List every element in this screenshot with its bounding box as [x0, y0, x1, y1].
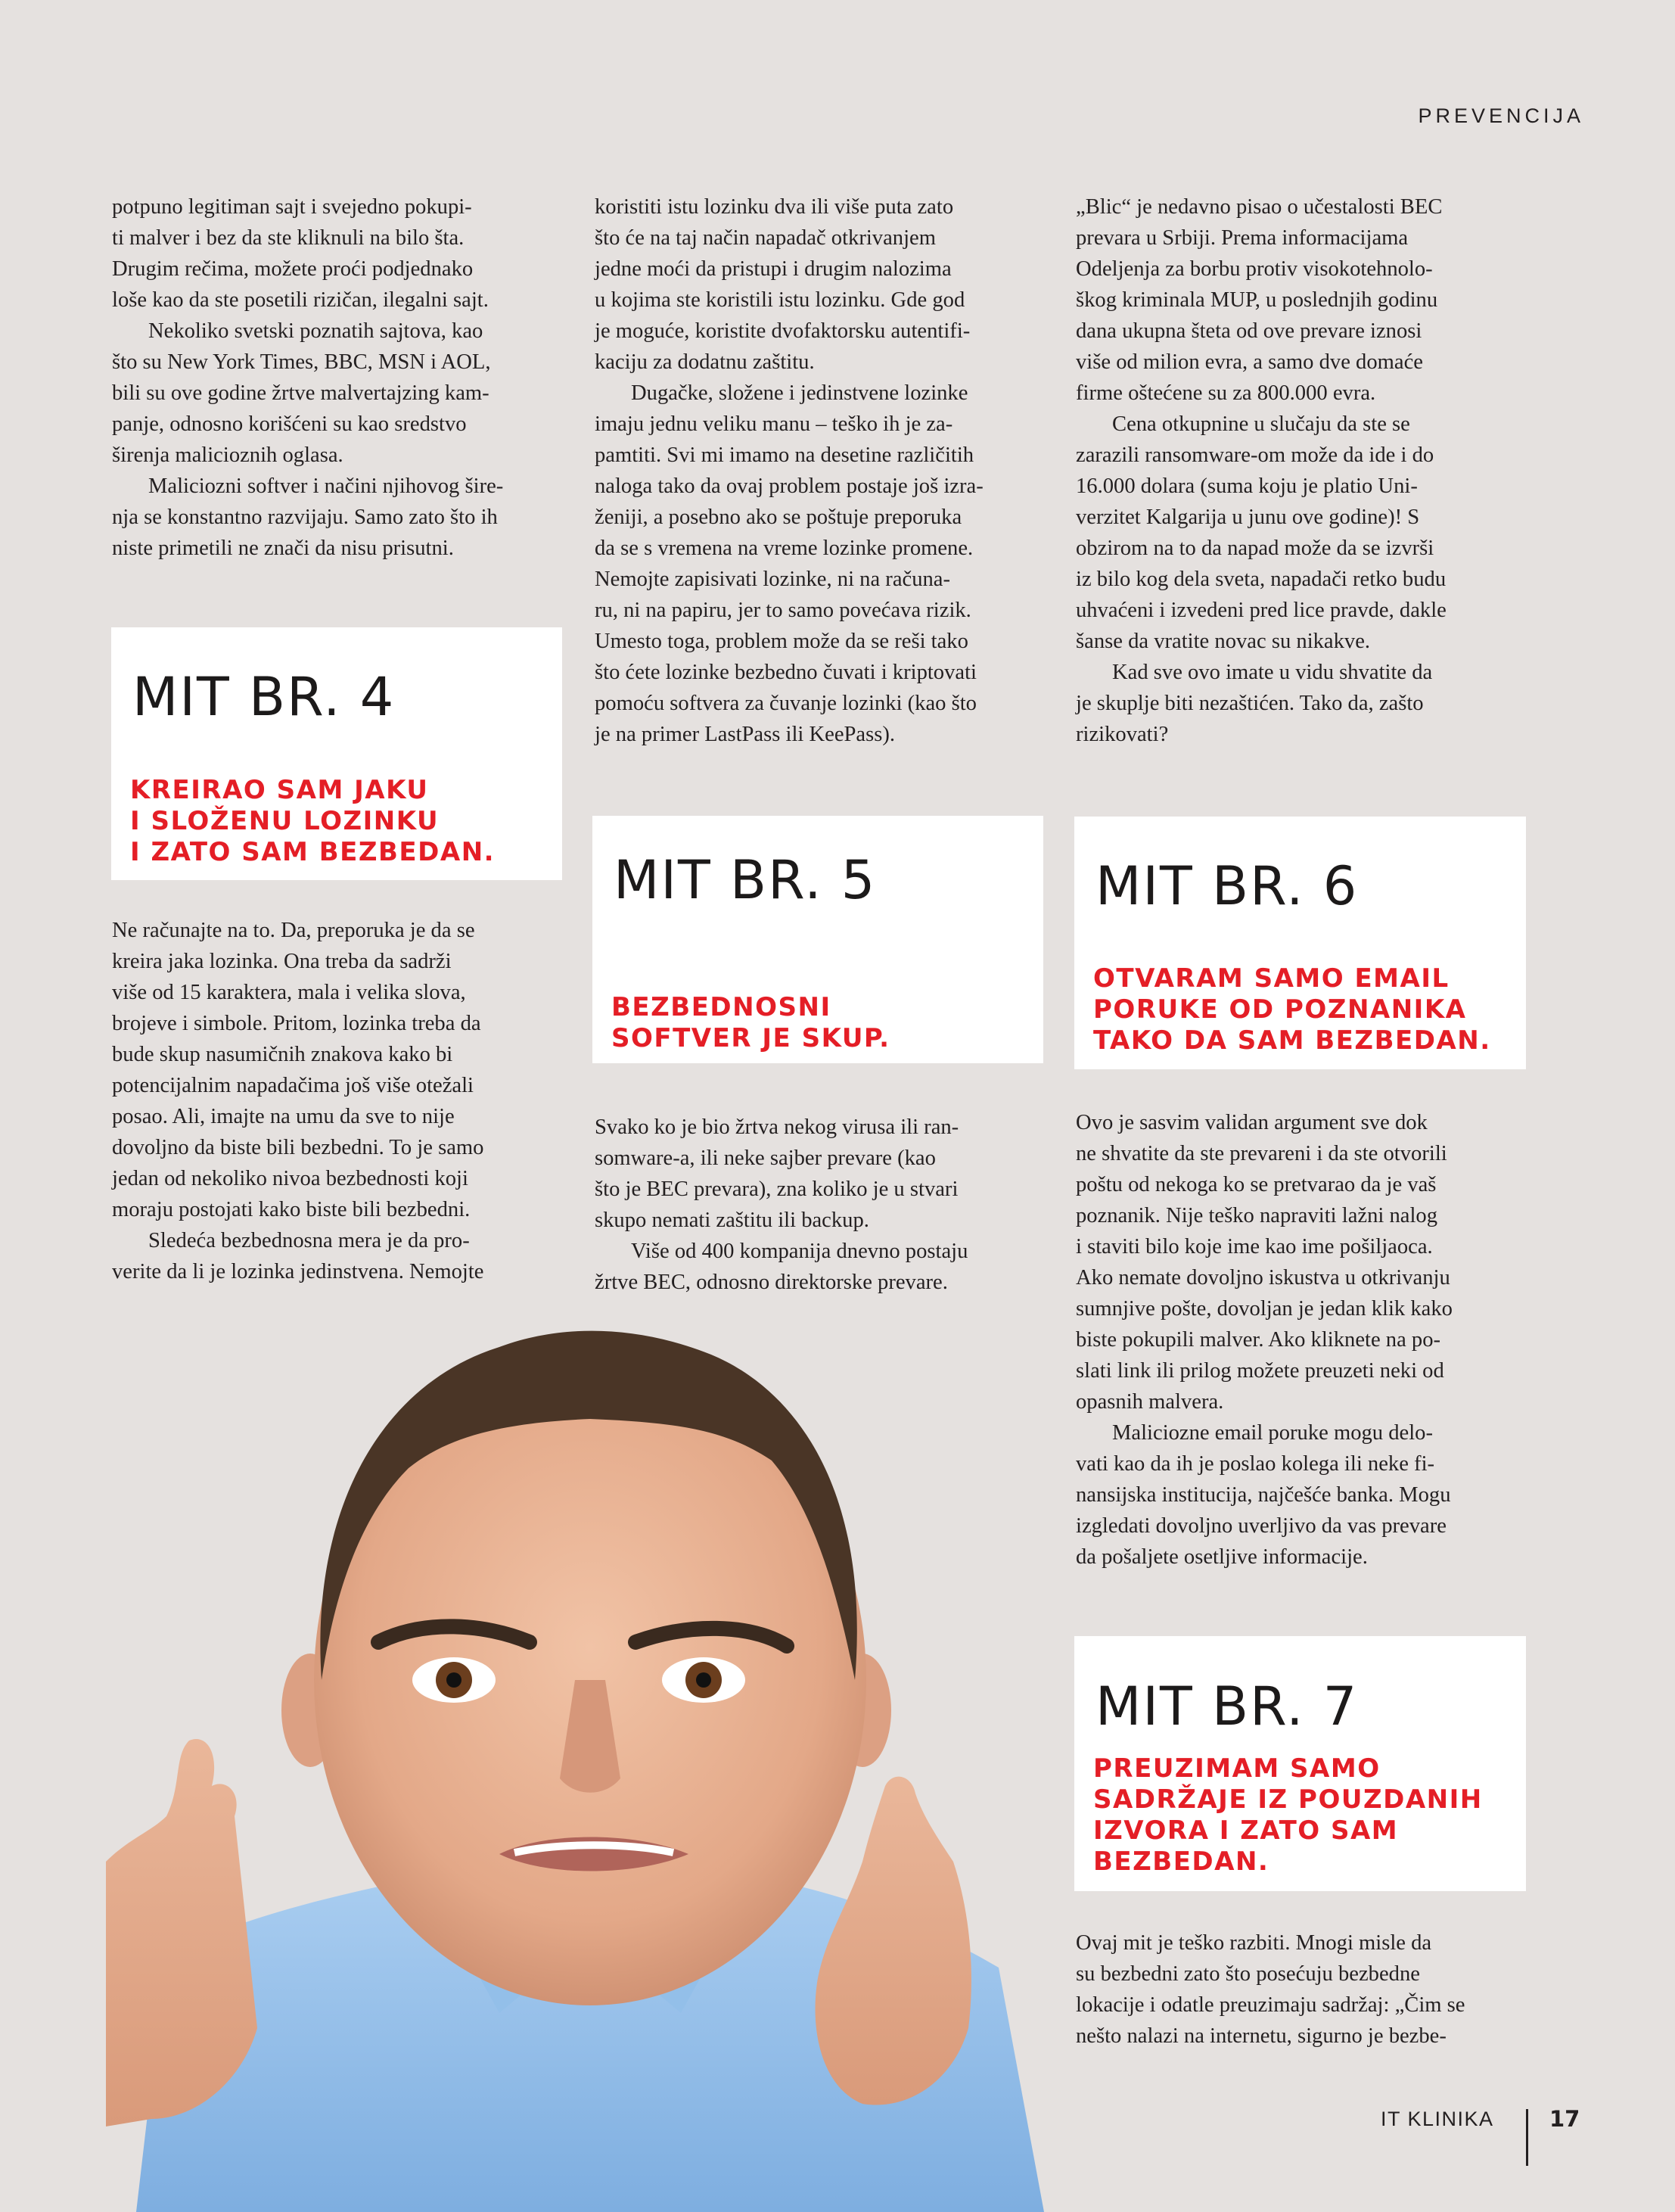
text-line: ženiji, a posebno ako se poštuje preporuka [595, 506, 962, 529]
text-line: šanse da vratite novac su nikakve. [1076, 630, 1371, 653]
paragraph [1076, 409, 1522, 657]
myth-box-4 [111, 627, 562, 880]
text-line: da pošaljete osetljive informacije. [1076, 1545, 1368, 1569]
paragraph [1076, 657, 1522, 750]
text-line: Dugačke, složene i jedinstvene lozinke [631, 381, 968, 405]
subtitle-line: PORUKE OD POZNANIKA [1093, 994, 1467, 1025]
text-line: Drugim rečima, možete proći podjednako [112, 257, 474, 281]
text-line: je moguće, koristite dvofaktorsku autentifi- [595, 319, 971, 343]
text-line: kreira jaka lozinka. Ona treba da sadrži [112, 950, 452, 973]
text-column-middle-bottom [595, 1112, 1041, 1298]
text-line: što je BEC prevara), zna koliko je u stvari [595, 1178, 959, 1201]
paragraph [112, 471, 558, 564]
text-line: širenja malicioznih oglasa. [112, 443, 343, 467]
myth-title: MIT BR. 4 [132, 666, 396, 728]
subtitle-line: KREIRAO SAM JAKU [130, 775, 429, 805]
text-line: lokacije i odatle preuzimaju sadržaj: „Čim se [1076, 1993, 1465, 2017]
text-line: koristiti istu lozinku dva ili više puta zato [595, 195, 954, 219]
myth-subtitle [1093, 1753, 1483, 1878]
subtitle-line: I SLOŽENU LOZINKU [130, 806, 440, 836]
text-line: iz bilo kog dela sveta, napadači retko budu [1076, 568, 1447, 591]
text-line: rizikovati? [1076, 723, 1169, 746]
text-line: pamtiti. Svi mi imamo na desetine različitih [595, 443, 974, 467]
text-line: Umesto toga, problem može da se reši tako [595, 630, 968, 653]
text-line: u kojima ste koristili istu lozinku. Gde god [595, 288, 965, 312]
text-line: izgledati dovoljno uverljivo da vas prevare [1076, 1514, 1447, 1538]
paragraph [1076, 1927, 1522, 2052]
text-line: verite da li je lozinka jedinstvena. Nemojte [112, 1260, 484, 1283]
page-number: 17 [1549, 2106, 1580, 2132]
text-line: Ako nemate dovoljno iskustva u otkrivanju [1076, 1266, 1450, 1290]
subtitle-line: BEZBEDNOSNI [611, 992, 831, 1022]
text-line: Ne računajte na to. Da, preporuka je da se [112, 919, 475, 942]
text-line: potpuno legitiman sajt i svejedno pokupi- [112, 195, 472, 219]
text-line: uhvaćeni i izvedeni pred lice pravde, dakle [1076, 599, 1447, 622]
text-column-right-top [1076, 191, 1522, 750]
paragraph [595, 1112, 1041, 1236]
subtitle-line: SADRŽAJE IZ POUZDANIH [1093, 1784, 1483, 1815]
myth-box-6 [1074, 817, 1526, 1069]
subtitle-line: PREUZIMAM SAMO [1093, 1753, 1381, 1784]
text-line: Nekoliko svetski poznatih sajtova, kao [148, 319, 483, 343]
text-line: nešto nalazi na internetu, sigurno je bezbe- [1076, 2024, 1447, 2048]
photo-man-crossed-fingers [106, 1286, 1059, 2212]
text-line: panje, odnosno korišćeni su kao sredstvo [112, 412, 467, 436]
section-label: PREVENCIJA [1418, 104, 1584, 127]
text-line: Kad sve ovo imate u vidu shvatite da [1112, 661, 1433, 684]
subtitle-line: I ZATO SAM BEZBEDAN. [130, 837, 496, 867]
paragraph [112, 191, 558, 316]
text-line: Cena otkupnine u slučaju da ste se [1112, 412, 1410, 436]
text-line: Maliciozni softver i načini njihovog šire- [148, 474, 504, 498]
text-line: sumnjive pošte, dovoljan je jedan klik kako [1076, 1297, 1453, 1321]
text-line: pomoću softvera za čuvanje lozinki (kao što [595, 692, 977, 715]
text-line: i staviti bilo koje ime kao ime pošiljaoca. [1076, 1235, 1433, 1258]
text-line: Nemojte zapisivati lozinke, ni na računa- [595, 568, 951, 591]
text-line: poznanik. Nije teško napraviti lažni nalog [1076, 1204, 1438, 1227]
subtitle-line: OTVARAM SAMO EMAIL [1093, 963, 1450, 994]
text-line: ti malver i bez da ste kliknuli na bilo šta. [112, 226, 465, 250]
text-line: su bezbedni zato što posećuju bezbedne [1076, 1962, 1420, 1986]
text-line: poštu od nekoga ko se pretvarao da je vaš [1076, 1173, 1437, 1196]
left-hand-crossed-fingers [106, 1739, 257, 2126]
paragraph [1076, 1107, 1522, 1417]
text-line: dovoljno da biste bili bezbedni. To je samo [112, 1136, 484, 1159]
magazine-name: IT KLINIKA [1381, 2108, 1494, 2130]
text-line: što ćete lozinke bezbedno čuvati i kriptovati [595, 661, 977, 684]
subtitle-line: IZVORA I ZATO SAM [1093, 1815, 1399, 1846]
text-line: bili su ove godine žrtve malvertajzing kam- [112, 381, 489, 405]
myth-subtitle [611, 992, 890, 1054]
subtitle-line: SOFTVER JE SKUP. [611, 1023, 890, 1053]
text-column-right-bottom [1076, 1927, 1522, 2052]
text-line: firme oštećene su za 800.000 evra. [1076, 381, 1376, 405]
text-column-right-middle [1076, 1107, 1522, 1573]
text-line: je skuplje biti nezaštićen. Tako da, zašto [1076, 692, 1424, 715]
text-line: što će na taj način napadač otkrivanjem [595, 226, 936, 250]
text-line: jedan od nekoliko nivoa bezbednosti koji [112, 1167, 468, 1190]
paragraph [112, 316, 558, 471]
text-line: više od 15 karaktera, mala i velika slova, [112, 981, 466, 1004]
paragraph [595, 191, 1041, 378]
text-line: nansijska institucija, najčešće banka. Mogu [1076, 1483, 1451, 1507]
subtitle-line: BEZBEDAN. [1093, 1846, 1269, 1877]
myth-title: MIT BR. 5 [614, 849, 877, 911]
text-line: je na primer LastPass ili KeePass). [595, 723, 896, 746]
text-line: vati kao da ih je poslao kolega ili neke fi- [1076, 1452, 1435, 1476]
text-line: posao. Ali, imajte na umu da sve to nije [112, 1105, 455, 1128]
text-line: slati link ili prilog možete preuzeti neki od [1076, 1359, 1444, 1383]
text-line: ru, ni na papiru, jer to samo povećava rizik. [595, 599, 971, 622]
paragraph [112, 1225, 558, 1287]
myth-title: MIT BR. 6 [1095, 855, 1359, 917]
text-line: biste pokupili malver. Ako kliknete na po- [1076, 1328, 1441, 1352]
text-line: verzitet Kalgarija u junu ove godine)! S [1076, 506, 1420, 529]
text-line: niste primetili ne znači da nisu prisutni. [112, 537, 454, 560]
paragraph [1076, 1417, 1522, 1573]
text-line: dana ukupna šteta od ove prevare iznosi [1076, 319, 1422, 343]
text-line: somware-a, ili neke sajber prevare (kao [595, 1146, 936, 1170]
text-line: Odeljenja za borbu protiv visokotehnolo- [1076, 257, 1433, 281]
text-line: opasnih malvera. [1076, 1390, 1224, 1414]
text-line: prevara u Srbiji. Prema informacijama [1076, 226, 1409, 250]
text-line: jedne moći da pristupi i drugim nalozima [595, 257, 952, 281]
text-line: naloga tako da ovaj problem postaje još izra- [595, 474, 984, 498]
text-line: Sledeća bezbednosna mera je da pro- [148, 1229, 470, 1252]
text-line: kaciju za dodatnu zaštitu. [595, 350, 815, 374]
text-column-middle-top [595, 191, 1041, 750]
paragraph [595, 378, 1041, 750]
text-line: 16.000 dolara (suma koju je platio Uni- [1076, 474, 1418, 498]
myth-title: MIT BR. 7 [1095, 1675, 1359, 1738]
subtitle-line: TAKO DA SAM BEZBEDAN. [1093, 1025, 1491, 1056]
text-line: skupo nemati zaštitu ili backup. [595, 1209, 869, 1232]
paragraph [112, 915, 558, 1225]
text-line: škog kriminala MUP, u poslednjih godinu [1076, 288, 1438, 312]
paragraph [1076, 191, 1522, 409]
text-line: da se s vremena na vreme lozinke promene. [595, 537, 974, 560]
text-line: obzirom na to da napad može da se izvrši [1076, 537, 1434, 560]
text-line: Ovo je sasvim validan argument sve dok [1076, 1111, 1428, 1134]
myth-box-7 [1074, 1636, 1526, 1891]
text-line: što su New York Times, BBC, MSN i AOL, [112, 350, 491, 374]
text-line: Više od 400 kompanija dnevno postaju [631, 1240, 968, 1263]
text-line: više od milion evra, a samo dve domaće [1076, 350, 1423, 374]
text-column-left-top [112, 191, 558, 564]
text-column-left-bottom [112, 915, 558, 1287]
text-line: zarazili ransomware-om može da ide i do [1076, 443, 1434, 467]
right-hand-crossed-fingers [816, 1777, 971, 2105]
myth-subtitle [130, 775, 495, 868]
text-line: žrtve BEC, odnosno direktorske prevare. [595, 1271, 948, 1294]
text-line: moraju postojati kako biste bili bezbedni. [112, 1198, 471, 1221]
footer-divider [1526, 2109, 1528, 2166]
text-line: nja se konstantno razvijaju. Samo zato što ih [112, 506, 498, 529]
text-line: loše kao da ste posetili rizičan, ilegalni sajt. [112, 288, 489, 312]
text-line: „Blic“ je nedavno pisao o učestalosti BEC [1076, 195, 1443, 219]
text-line: Ovaj mit je teško razbiti. Mnogi misle da [1076, 1931, 1432, 1955]
text-line: imaju jednu veliku manu – teško ih je za- [595, 412, 953, 436]
myth-box-5 [592, 816, 1043, 1063]
text-line: potencijalnim napadačima još više otežali [112, 1074, 474, 1097]
text-line: brojeve i simbole. Pritom, lozinka treba da [112, 1012, 481, 1035]
myth-subtitle [1093, 963, 1491, 1056]
text-line: ne shvatite da ste prevareni i da ste otvorili [1076, 1142, 1447, 1165]
text-line: Maliciozne email poruke mogu delo- [1112, 1421, 1434, 1445]
text-line: bude skup nasumičnih znakova kako bi [112, 1043, 453, 1066]
text-line: Svako ko je bio žrtva nekog virusa ili ran- [595, 1115, 959, 1139]
